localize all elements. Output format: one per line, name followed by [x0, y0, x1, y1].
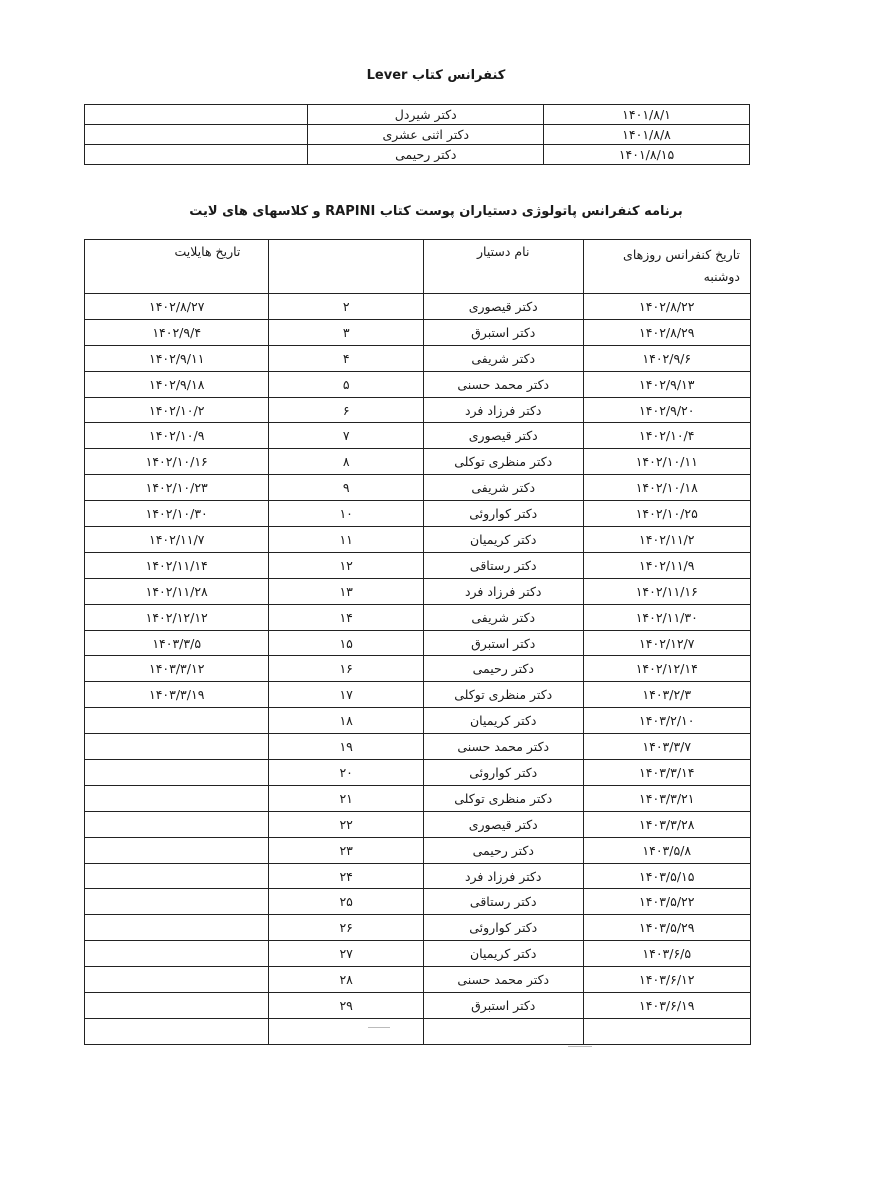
- highlight-date: [85, 760, 269, 786]
- conference-date: ۱۴۰۲/۱۰/۱۸: [583, 475, 750, 501]
- highlight-date: ۱۴۰۲/۱۰/۹: [85, 423, 269, 449]
- highlight-date: ۱۴۰۳/۳/۱۹: [85, 682, 269, 708]
- resident-name: دکتر کواروئی: [423, 760, 583, 786]
- conference-date: ۱۴۰۲/۱۱/۱۶: [583, 578, 750, 604]
- table-row: [85, 708, 751, 734]
- highlight-date: [85, 889, 269, 915]
- highlight-date: ۱۴۰۲/۱۱/۲۸: [85, 578, 269, 604]
- highlight-date: ۱۴۰۲/۹/۱۱: [85, 345, 269, 371]
- row-number: ۱۳: [269, 578, 424, 604]
- header-number: [269, 240, 424, 294]
- highlight-date: [85, 915, 269, 941]
- row-number: [269, 1018, 424, 1044]
- conference-date: ۱۴۰۳/۳/۷: [583, 734, 750, 760]
- conference-date: ۱۴۰۳/۶/۱۲: [583, 967, 750, 993]
- conference-date: ۱۴۰۲/۱۱/۲: [583, 527, 750, 553]
- table-row: [85, 734, 751, 760]
- resident-name: دکتر شریفی: [423, 475, 583, 501]
- row-number: ۱۸: [269, 708, 424, 734]
- table-header-row: [85, 240, 751, 294]
- table-row: [85, 319, 751, 345]
- resident-name: دکتر رستاقی: [423, 889, 583, 915]
- table-row: [85, 145, 750, 165]
- lever-conference-title: کنفرانس کتاب Lever: [366, 68, 506, 83]
- conference-date: ۱۴۰۳/۲/۳: [583, 682, 750, 708]
- table-row: [85, 785, 751, 811]
- conference-date: ۱۴۰۲/۸/۲۲: [583, 294, 750, 320]
- resident-name: دکتر محمد حسنی: [423, 734, 583, 760]
- table-row: [85, 578, 751, 604]
- conference-date: ۱۴۰۲/۱۲/۷: [583, 630, 750, 656]
- header-resident-name: نام دستیار: [423, 240, 583, 294]
- highlight-date: [85, 967, 269, 993]
- row-number: ۱۰: [269, 501, 424, 527]
- resident-name: دکتر رستاقی: [423, 552, 583, 578]
- resident-name: دکتر قیصوری: [423, 294, 583, 320]
- rapini-conference-title: برنامه کنفرانس پاتولوژی دستیاران پوست کتاب RAPINI و کلاسهای های لایت: [189, 204, 683, 219]
- header-conference-date: تاریخ کنفرانس روزهای دوشنبه: [583, 240, 750, 294]
- row-number: ۲۴: [269, 863, 424, 889]
- conference-date: ۱۴۰۳/۳/۲۸: [583, 811, 750, 837]
- conference-date: ۱۴۰۲/۱۰/۲۵: [583, 501, 750, 527]
- table-row: [85, 501, 751, 527]
- resident-name: دکتر قیصوری: [423, 423, 583, 449]
- row-number: ۱۲: [269, 552, 424, 578]
- row-number: ۲۵: [269, 889, 424, 915]
- resident-name: دکتر کریمیان: [423, 941, 583, 967]
- row-number: ۱۷: [269, 682, 424, 708]
- resident-name: دکتر شریفی: [423, 345, 583, 371]
- resident-name: دکتر منظری توکلی: [423, 785, 583, 811]
- highlight-date: [85, 785, 269, 811]
- row-number: ۲۲: [269, 811, 424, 837]
- resident-name: دکتر استبرق: [423, 993, 583, 1019]
- highlight-date: ۱۴۰۲/۱۰/۳۰: [85, 501, 269, 527]
- highlight-date: ۱۴۰۳/۳/۱۲: [85, 656, 269, 682]
- header-highlight-date: تاریخ هایلایت: [85, 240, 269, 294]
- table-row: [85, 527, 751, 553]
- conference-date: ۱۴۰۳/۵/۲۹: [583, 915, 750, 941]
- row-number: ۲۶: [269, 915, 424, 941]
- empty-cell: [85, 125, 308, 145]
- empty-cell: [85, 105, 308, 125]
- conference-date: ۱۴۰۲/۹/۲۰: [583, 397, 750, 423]
- resident-name: دکتر محمد حسنی: [423, 967, 583, 993]
- table-row: [85, 552, 751, 578]
- resident-name: دکتر شیردل: [308, 105, 544, 125]
- conference-date: ۱۴۰۲/۱۱/۹: [583, 552, 750, 578]
- conference-date: ۱۴۰۲/۹/۶: [583, 345, 750, 371]
- row-number: ۱۱: [269, 527, 424, 553]
- conference-date: ۱۴۰۳/۵/۱۵: [583, 863, 750, 889]
- row-number: ۹: [269, 475, 424, 501]
- resident-name: دکتر فرزاد فرد: [423, 863, 583, 889]
- highlight-date: [85, 837, 269, 863]
- resident-name: دکتر کواروئی: [423, 501, 583, 527]
- scan-mark: [568, 1046, 592, 1047]
- conference-date: ۱۴۰۳/۶/۵: [583, 941, 750, 967]
- conference-date: ۱۴۰۲/۱۰/۴: [583, 423, 750, 449]
- resident-name: دکتر منظری توکلی: [423, 449, 583, 475]
- highlight-date: [85, 708, 269, 734]
- highlight-date: [85, 811, 269, 837]
- conference-date: ۱۴۰۱/۸/۱۵: [544, 145, 750, 165]
- row-number: ۱۴: [269, 604, 424, 630]
- highlight-date: ۱۴۰۲/۹/۱۸: [85, 371, 269, 397]
- resident-name: دکتر محمد حسنی: [423, 371, 583, 397]
- table-row: [85, 889, 751, 915]
- resident-name: دکتر کواروئی: [423, 915, 583, 941]
- resident-name: دکتر فرزاد فرد: [423, 397, 583, 423]
- resident-name: [423, 1018, 583, 1044]
- conference-date: ۱۴۰۳/۲/۱۰: [583, 708, 750, 734]
- resident-name: دکتر منظری توکلی: [423, 682, 583, 708]
- conference-date: ۱۴۰۱/۸/۸: [544, 125, 750, 145]
- highlight-date: [85, 993, 269, 1019]
- conference-date: ۱۴۰۲/۱۰/۱۱: [583, 449, 750, 475]
- row-number: ۲۱: [269, 785, 424, 811]
- table-row: [85, 475, 751, 501]
- resident-name: دکتر رحیمی: [308, 145, 544, 165]
- table-row: [85, 915, 751, 941]
- table-row: [85, 941, 751, 967]
- row-number: ۳: [269, 319, 424, 345]
- highlight-date: ۱۴۰۲/۱۲/۱۲: [85, 604, 269, 630]
- table-row: [85, 837, 751, 863]
- row-number: ۵: [269, 371, 424, 397]
- rapini-schedule-table: [84, 239, 751, 1045]
- row-number: ۲۸: [269, 967, 424, 993]
- table-row: [85, 630, 751, 656]
- table-row: [85, 863, 751, 889]
- table-row: [85, 656, 751, 682]
- highlight-date: ۱۴۰۲/۹/۴: [85, 319, 269, 345]
- table-row: [85, 760, 751, 786]
- highlight-date: ۱۴۰۲/۱۰/۲: [85, 397, 269, 423]
- table-row: [85, 345, 751, 371]
- highlight-date: ۱۴۰۲/۸/۲۷: [85, 294, 269, 320]
- table-row: [85, 294, 751, 320]
- highlight-date: ۱۴۰۲/۱۰/۱۶: [85, 449, 269, 475]
- row-number: ۶: [269, 397, 424, 423]
- table-row: [85, 125, 750, 145]
- conference-date: ۱۴۰۳/۶/۱۹: [583, 993, 750, 1019]
- highlight-date: [85, 941, 269, 967]
- resident-name: دکتر قیصوری: [423, 811, 583, 837]
- row-number: ۲۹: [269, 993, 424, 1019]
- highlight-date: [85, 863, 269, 889]
- table-row: [85, 423, 751, 449]
- row-number: ۲۷: [269, 941, 424, 967]
- row-number: ۷: [269, 423, 424, 449]
- table-row: [85, 1018, 751, 1044]
- row-number: ۱۹: [269, 734, 424, 760]
- highlight-date: [85, 1018, 269, 1044]
- empty-cell: [85, 145, 308, 165]
- table-row: [85, 811, 751, 837]
- lever-schedule-table: [84, 104, 750, 165]
- highlight-date: ۱۴۰۲/۱۱/۷: [85, 527, 269, 553]
- resident-name: دکتر رحیمی: [423, 837, 583, 863]
- conference-date: ۱۴۰۲/۱۱/۳۰: [583, 604, 750, 630]
- table-row: [85, 371, 751, 397]
- table-row: [85, 993, 751, 1019]
- row-number: ۴: [269, 345, 424, 371]
- table-row: [85, 682, 751, 708]
- resident-name: دکتر کریمیان: [423, 527, 583, 553]
- highlight-date: ۱۴۰۲/۱۰/۲۳: [85, 475, 269, 501]
- row-number: ۲۳: [269, 837, 424, 863]
- row-number: ۱۵: [269, 630, 424, 656]
- table-row: [85, 449, 751, 475]
- resident-name: دکتر شریفی: [423, 604, 583, 630]
- resident-name: دکتر کریمیان: [423, 708, 583, 734]
- row-number: ۱۶: [269, 656, 424, 682]
- conference-date: ۱۴۰۲/۹/۱۳: [583, 371, 750, 397]
- conference-date: ۱۴۰۲/۸/۲۹: [583, 319, 750, 345]
- resident-name: دکتر استبرق: [423, 319, 583, 345]
- row-number: ۲: [269, 294, 424, 320]
- resident-name: دکتر فرزاد فرد: [423, 578, 583, 604]
- table-row: [85, 604, 751, 630]
- conference-date: ۱۴۰۳/۵/۸: [583, 837, 750, 863]
- resident-name: دکتر استبرق: [423, 630, 583, 656]
- conference-date: [583, 1018, 750, 1044]
- table-row: [85, 105, 750, 125]
- conference-date: ۱۴۰۳/۳/۲۱: [583, 785, 750, 811]
- conference-date: ۱۴۰۳/۳/۱۴: [583, 760, 750, 786]
- highlight-date: ۱۴۰۳/۳/۵: [85, 630, 269, 656]
- conference-date: ۱۴۰۲/۱۲/۱۴: [583, 656, 750, 682]
- row-number: ۸: [269, 449, 424, 475]
- table-row: [85, 397, 751, 423]
- row-number: ۲۰: [269, 760, 424, 786]
- table-row: [85, 967, 751, 993]
- highlight-date: [85, 734, 269, 760]
- resident-name: دکتر اثنی عشری: [308, 125, 544, 145]
- highlight-date: ۱۴۰۲/۱۱/۱۴: [85, 552, 269, 578]
- scan-mark: [368, 1027, 390, 1028]
- conference-date: ۱۴۰۳/۵/۲۲: [583, 889, 750, 915]
- resident-name: دکتر رحیمی: [423, 656, 583, 682]
- conference-date: ۱۴۰۱/۸/۱: [544, 105, 750, 125]
